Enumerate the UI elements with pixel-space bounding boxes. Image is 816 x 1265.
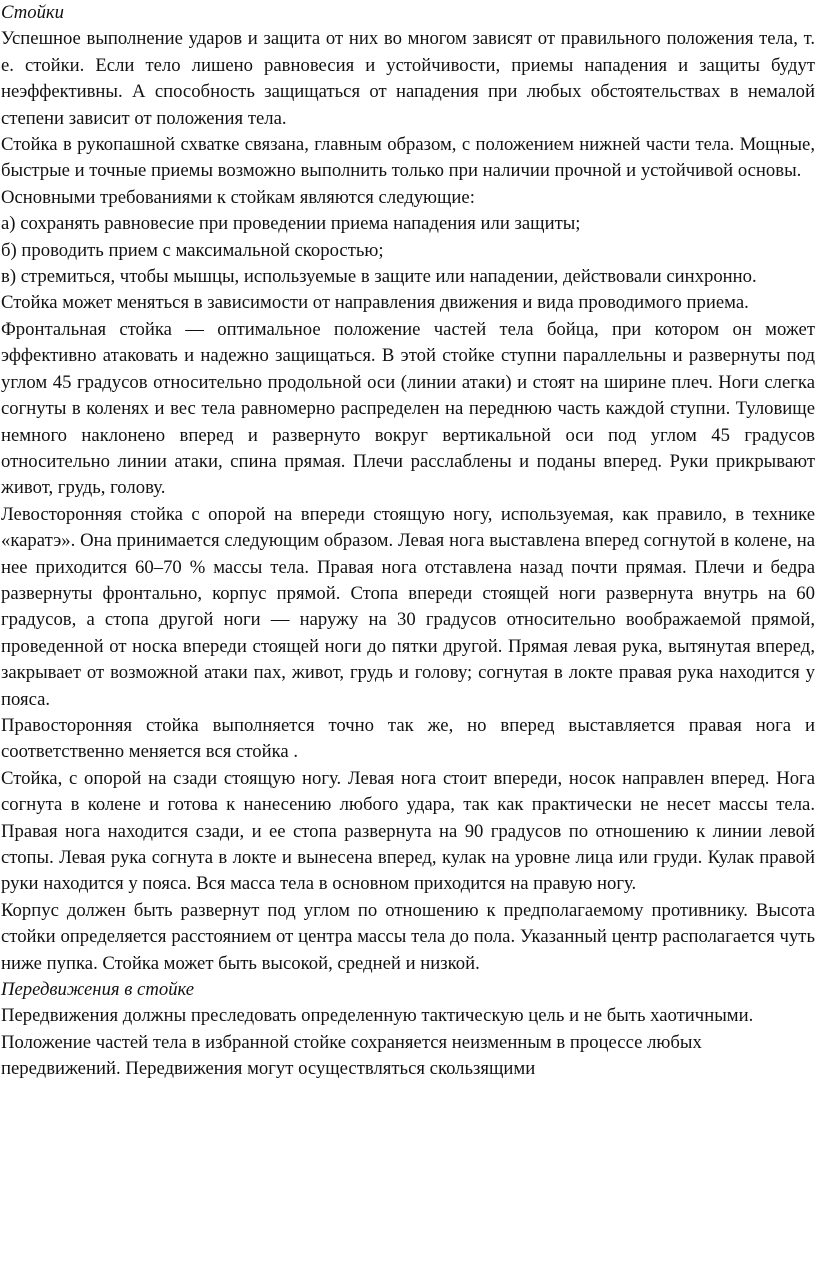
section-heading-stances: Стойки [1,2,64,23]
paragraph-right-stance: Правосторонняя стойка выполняется точно так же, но вперед выставляется правая нога и соответственно меняется вся стойка . [1,714,815,763]
paragraph: Передвижения должны преследовать определенную тактическую цель и не быть хаотичными. Положение частей тела в избранной стойке сохраняется неизменным в процессе любых передвижений. Передвижения могут осуществляться скользящими [1,1005,754,1080]
paragraph: Стойка в рукопашной схватке связана, главным образом, с положением нижней части тела. Мощные, быстрые и точные приемы возможно выполнить только при наличии прочной и устойчивой основы. [1,134,815,182]
paragraph: Корпус должен быть развернут под углом по отношению к предполагаемому противнику. Высота стойки определяется расстоянием от центра массы тела до пола. Указанный центр располагается чуть ниже пупка. Стойка может быть высокой, средней и низкой. [1,899,815,974]
paragraph-frontal-stance: Фронтальная стойка — оптимальное положение частей тела бойца, при котором он может эффективно атаковать и надежно защищаться. В этой стойке ступни параллельны и развернуты под углом 45 градусов относительно продольной оси (линии атаки) и стоят на ширине плеч. Ноги слегка согнуты в коленях и вес тела равномерно распределен на переднюю часть каждой ступни. Туловище немного наклонено вперед и развернуто вокруг вертикальной оси под углом 45 градусов относительно линии атаки, спина прямая. Плечи расслаблены и поданы вперед. Руки прикрывают живот, грудь, голову. [1,318,815,499]
paragraph: Основными требованиями к стойкам являются следующие: [1,186,475,208]
paragraph: Успешное выполнение ударов и защита от них во многом зависят от правильного положения тела, т. е. стойки. Если тело лишено равновесия и устойчивости, приемы нападения и защиты будут неэффективны. А способность защищаться от нападения при любых обстоятельствах в немалой степени зависит от положения тела. [1,28,815,129]
paragraph: Стойка может меняться в зависимости от направления движения и вида проводимого приема. [1,292,749,314]
paragraph-left-stance: Левосторонняя стойка с опорой на впереди стоящую ногу, используемая, как правило, в технике «каратэ». Она принимается следующим образом. Левая нога выставлена вперед согнутой в колене, на нее приходится 60–70 % массы тела. Правая нога отставлена назад почти прямая. Плечи и бедра развернуты фронтально, корпус прямой. Стопа впереди стоящей ноги развернута внутрь на 60 градусов, а стопа другой ноги — наружу на 30 градусов относительно воображаемой прямой, проведенной от носка впереди стоящей ноги до пятки другой. Прямая левая рука, вытянутая вперед, закрывает от возможной атаки пах, живот, грудь и голову; согнутая в локте правая рука находится у пояса. [1,503,815,710]
list-item-a: а) сохранять равновесие при проведении приема нападения или защиты; [1,213,581,235]
list-item-b: б) проводить прием с максимальной скоростью; [1,239,384,261]
section-heading-movements: Передвижения в стойке [1,979,195,1001]
paragraph-rear-stance: Стойка, с опорой на сзади стоящую ногу. Левая нога стоит впереди, носок направлен вперед. Нога согнута в колене и готова к нанесению любого удара, так как практически не несет массы тела. Правая нога находится сзади, и ее стопа развернута на 90 градусов по отношению к линии левой стопы. Левая рука согнута в локте и вынесена вперед, кулак на уровне лица или груди. Кулак правой руки находится у пояса. Вся масса тела в основном приходится на правую ногу. [1,767,815,895]
list-item-c: в) стремиться, чтобы мышцы, используемые в защите или нападении, действовали синхронно. [1,266,757,288]
